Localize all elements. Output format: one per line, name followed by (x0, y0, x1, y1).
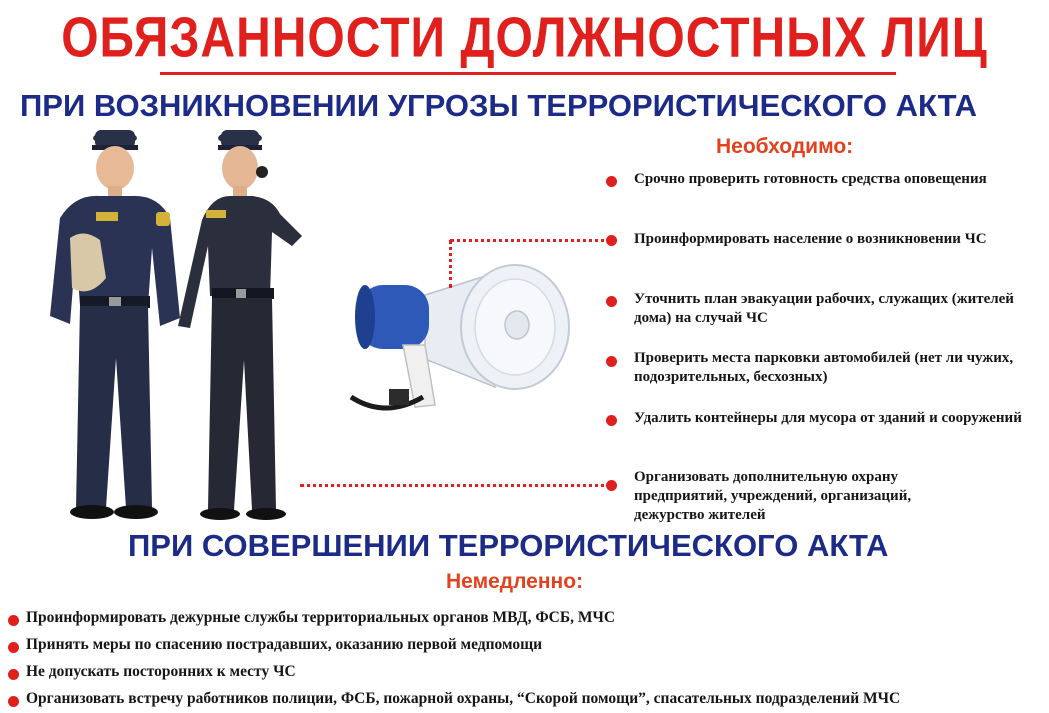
threat-item: Уточнить план эвакуации рабочих, служащих (жителей дома) на случай ЧС (634, 291, 1014, 326)
connector-top-horizontal (450, 239, 612, 242)
bullet-icon (606, 356, 617, 367)
act-item: Не допускать посторонних к месту ЧС (26, 663, 296, 680)
guard-right-figure (178, 130, 302, 520)
act-item: Проинформировать дежурные службы территориальных органов МВД, ФСБ, МЧС (26, 609, 616, 626)
bullet-icon (606, 415, 617, 426)
act-item: Принять меры по спасению пострадавших, оказанию первой медпомощи (26, 636, 543, 653)
threat-item: Проинформировать население о возникновении ЧС (634, 231, 987, 247)
threat-item: Организовать дополнительную охрану предприятий, учреждений, организаций, дежурство жителей (634, 469, 912, 523)
connector-bottom-horizontal (300, 484, 612, 487)
bullet-icon (8, 669, 19, 680)
guard-left-figure (50, 130, 180, 519)
act-section-heading: ПРИ СОВЕРШЕНИИ ТЕРРОРИСТИЧЕСКОГО АКТА (128, 528, 889, 563)
necessary-label: Необходимо: (716, 135, 854, 158)
immediately-label: Немедленно: (446, 570, 584, 593)
page-title: ОБЯЗАННОСТИ ДОЛЖНОСТНЫХ ЛИЦ (61, 7, 988, 70)
bullet-icon (606, 296, 617, 307)
bullet-icon (8, 615, 19, 626)
bullet-icon (606, 235, 617, 246)
threat-item: Срочно проверить готовность средства оповещения (634, 171, 987, 187)
security-guards-illustration (40, 128, 320, 536)
bullet-icon (606, 480, 617, 491)
bullet-icon (8, 696, 19, 707)
threat-item: Проверить места парковки автомобилей (нет ли чужих, подозрительных, бесхозных) (634, 350, 1014, 385)
connector-top-vertical (449, 240, 452, 288)
act-item: Организовать встречу работников полиции, ФСБ, пожарной охраны, “Скорой помощи”, спасательных подразделений МЧС (26, 690, 901, 707)
bullet-icon (8, 642, 19, 653)
bullet-icon (606, 176, 617, 187)
threat-item: Удалить контейнеры для мусора от зданий и сооружений (634, 410, 1022, 426)
threat-section-heading: ПРИ ВОЗНИКНОВЕНИИ УГРОЗЫ ТЕРРОРИСТИЧЕСКОГО АКТА (20, 88, 978, 123)
title-underline (160, 72, 896, 75)
megaphone-illustration (345, 255, 575, 425)
